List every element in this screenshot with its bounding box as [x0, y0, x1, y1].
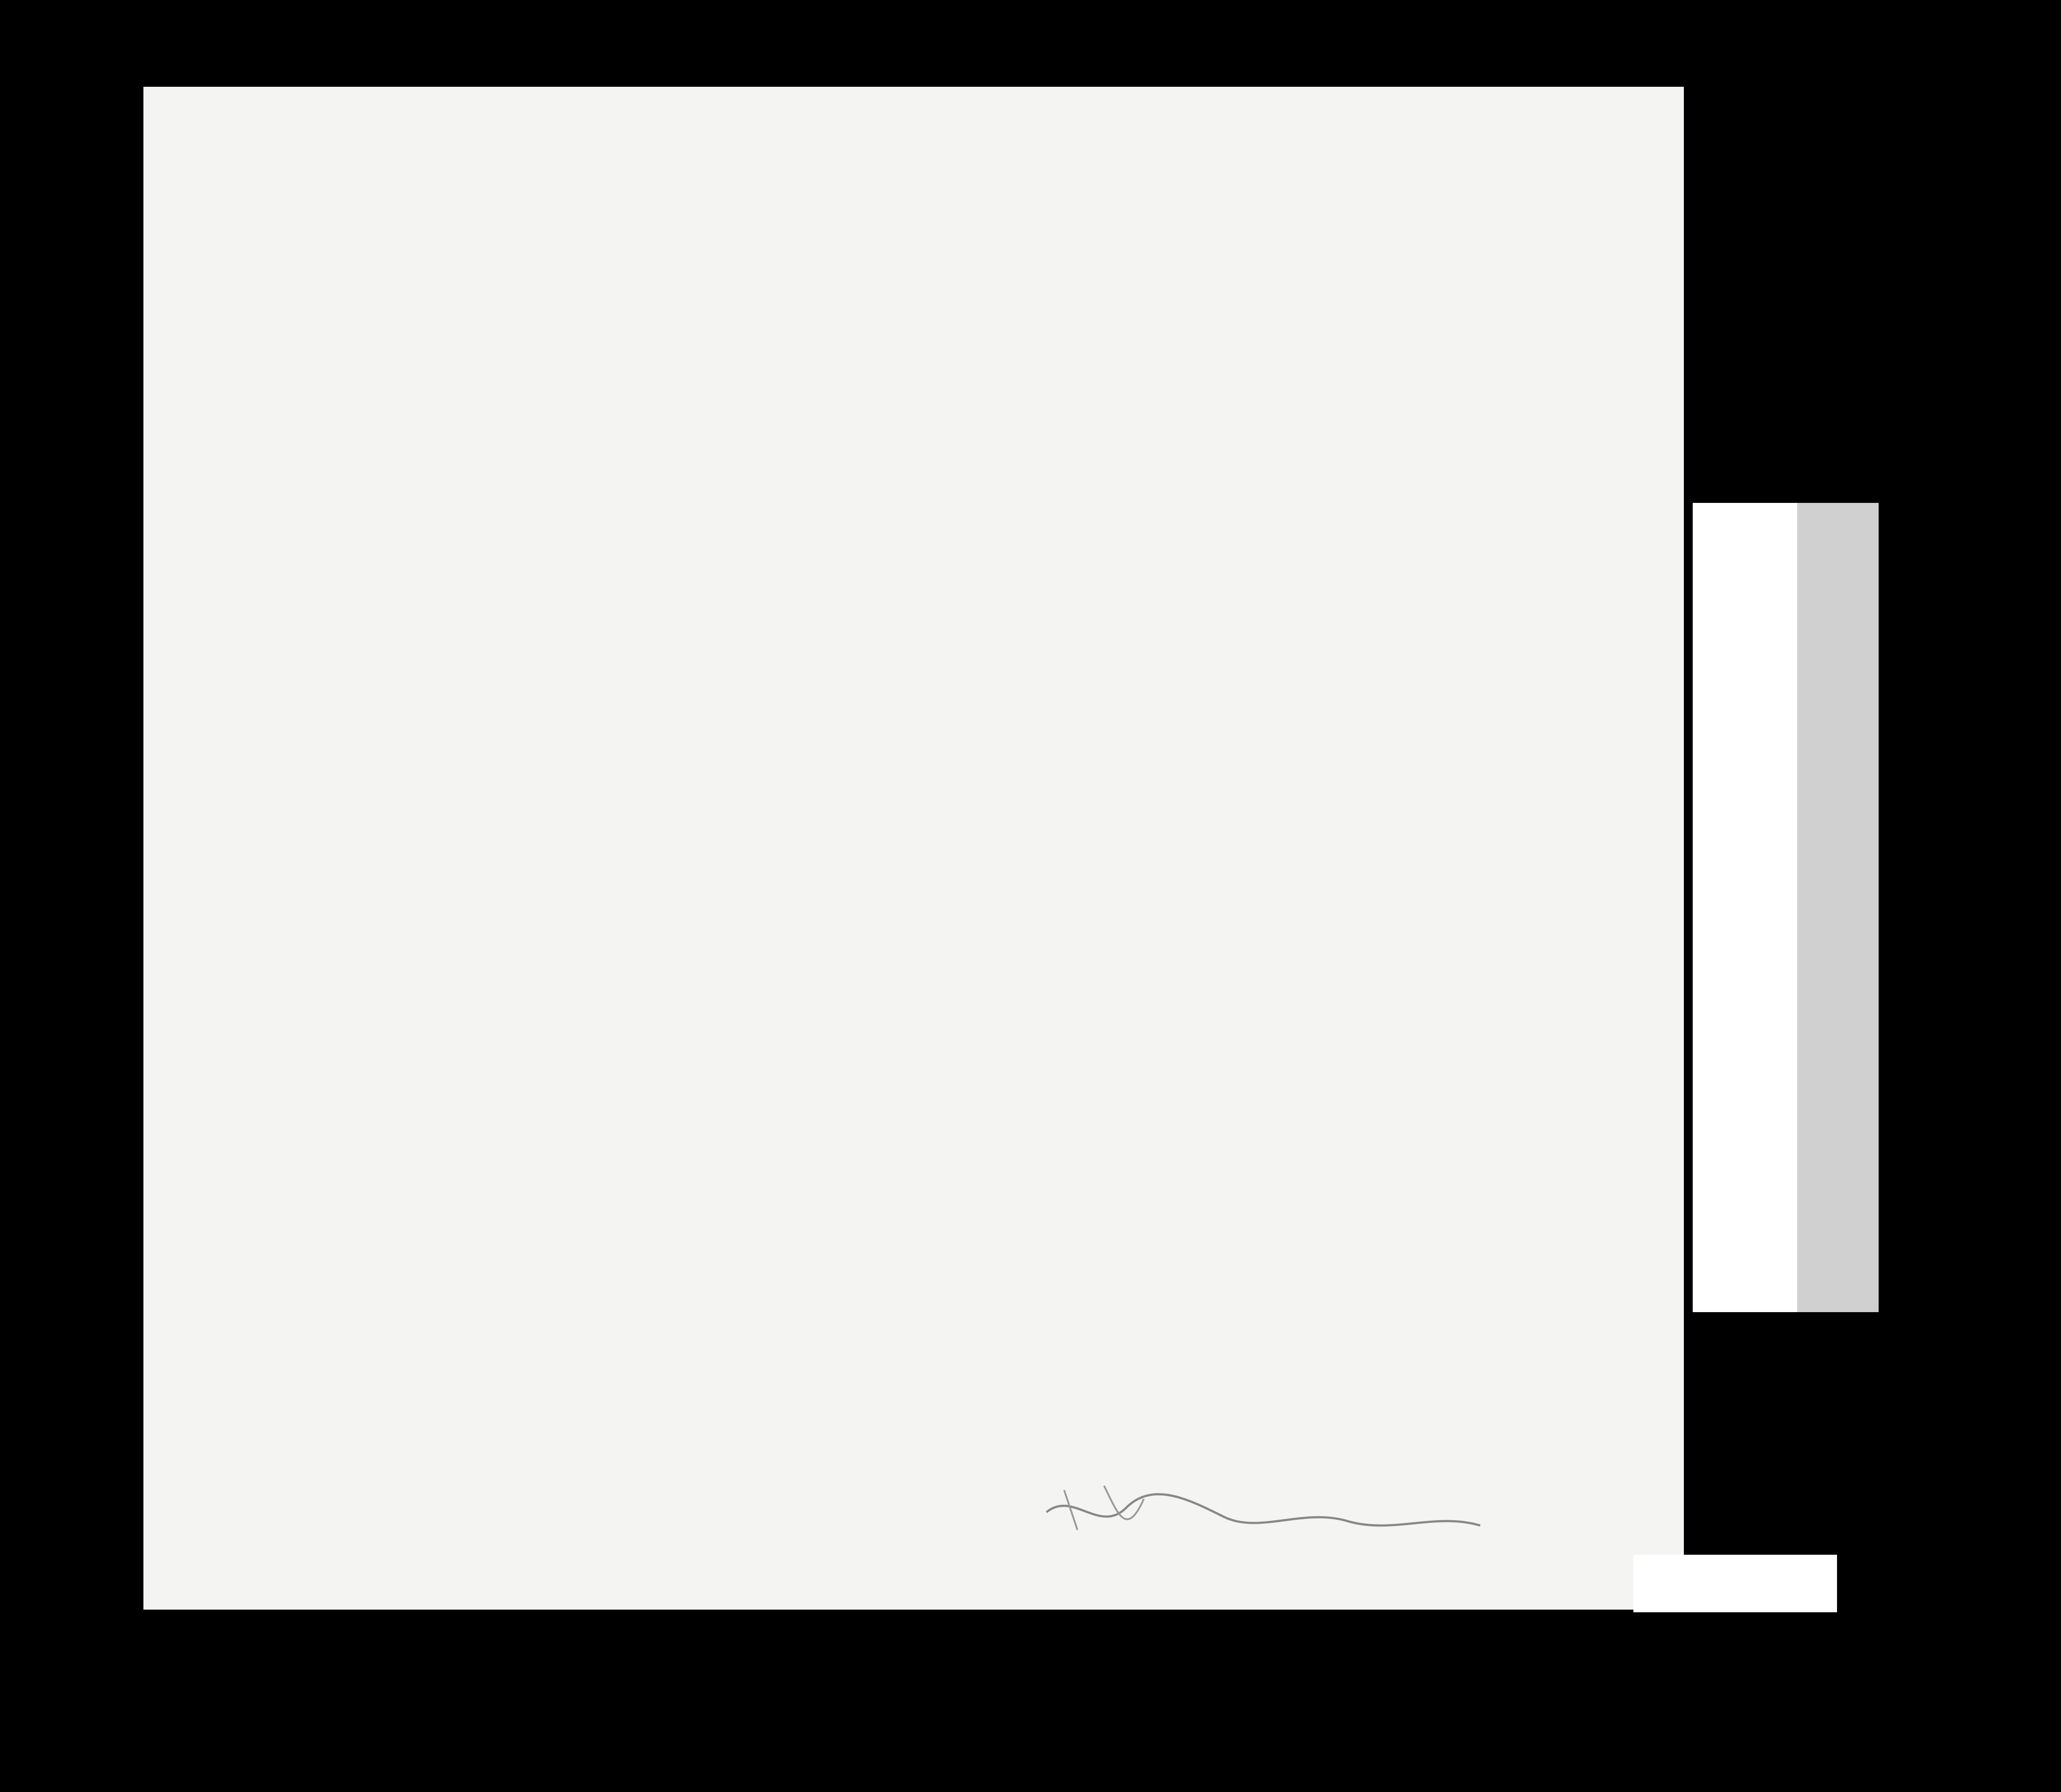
- form-grid: [143, 87, 1684, 1610]
- archive-label-band: [1797, 503, 1879, 1312]
- form-sheet: [143, 87, 1684, 1610]
- stamp-number: [1018, 13, 1319, 84]
- archive-label: [1693, 503, 1879, 1312]
- signature-scrawl: [1038, 1472, 1525, 1552]
- page-badge: [1633, 1555, 1837, 1612]
